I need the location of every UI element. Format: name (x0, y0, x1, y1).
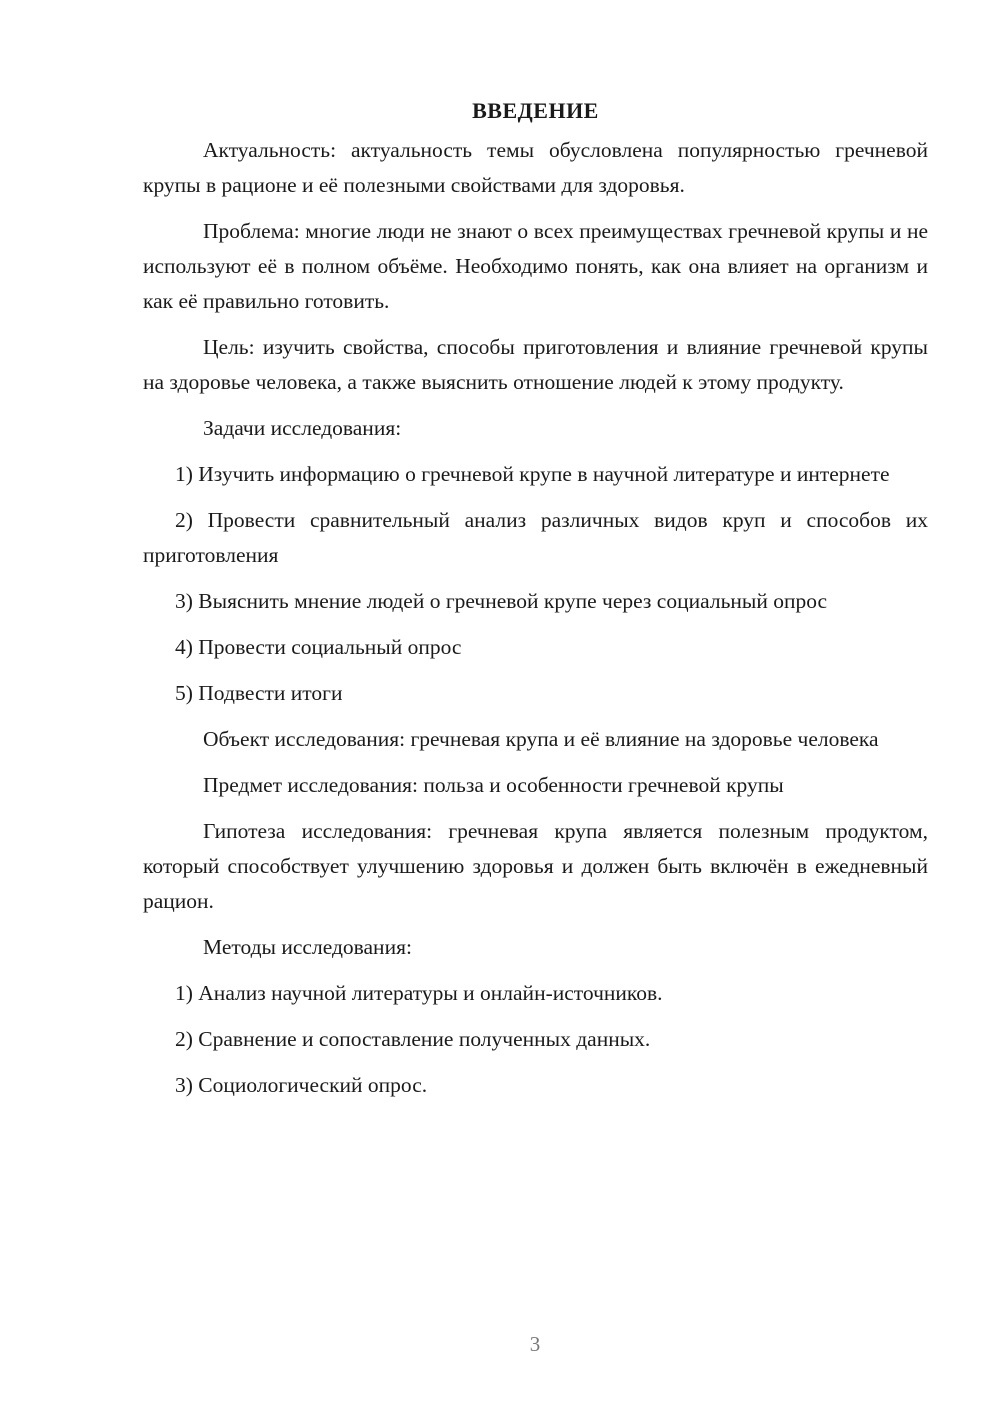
paragraph-relevance: Актуальность: актуальность темы обусловлена популярностью гречневой крупы в рационе и её полезными свойствами для здоровья. (143, 138, 928, 197)
section-title: ВВЕДЕНИЕ (472, 98, 599, 123)
task-item-1: 1) Изучить информацию о гречневой крупе в научной литературе и интернете (175, 462, 890, 486)
task-item-3: 3) Выяснить мнение людей о гречневой крупе через социальный опрос (175, 589, 828, 613)
paragraph-object: Объект исследования: гречневая крупа и её влияние на здоровье человека (203, 727, 879, 751)
method-item-1: 1) Анализ научной литературы и онлайн-источников. (175, 981, 663, 1005)
task-item-5: 5) Подвести итоги (175, 681, 343, 705)
task-item-4: 4) Провести социальный опрос (175, 635, 462, 659)
paragraph-goal: Цель: изучить свойства, способы приготовления и влияние гречневой крупы на здоровье человека, а также выяснить отношение людей к этому продукту. (143, 335, 928, 394)
method-item-2: 2) Сравнение и сопоставление полученных данных. (175, 1027, 651, 1051)
paragraph-problem: Проблема: многие люди не знают о всех преимуществах гречневой крупы и не используют её в полном объёме. Необходимо понять, как она влияет на организм и как её правильно готовить. (143, 219, 928, 313)
document-body (143, 93, 928, 1114)
paragraph-hypothesis: Гипотеза исследования: гречневая крупа является полезным продуктом, который способствует улучшению здоровья и должен быть включён в ежедневный рацион. (143, 819, 928, 913)
paragraph-tasks-heading: Задачи исследования: (203, 416, 402, 440)
paragraph-subject: Предмет исследования: польза и особенности гречневой крупы (203, 773, 784, 797)
method-item-3: 3) Социологический опрос. (175, 1073, 428, 1097)
paragraph-methods-heading: Методы исследования: (203, 935, 412, 959)
page-number: 3 (529, 1332, 541, 1356)
task-item-2: 2) Провести сравнительный анализ различных видов круп и способов их приготовления (143, 508, 928, 567)
